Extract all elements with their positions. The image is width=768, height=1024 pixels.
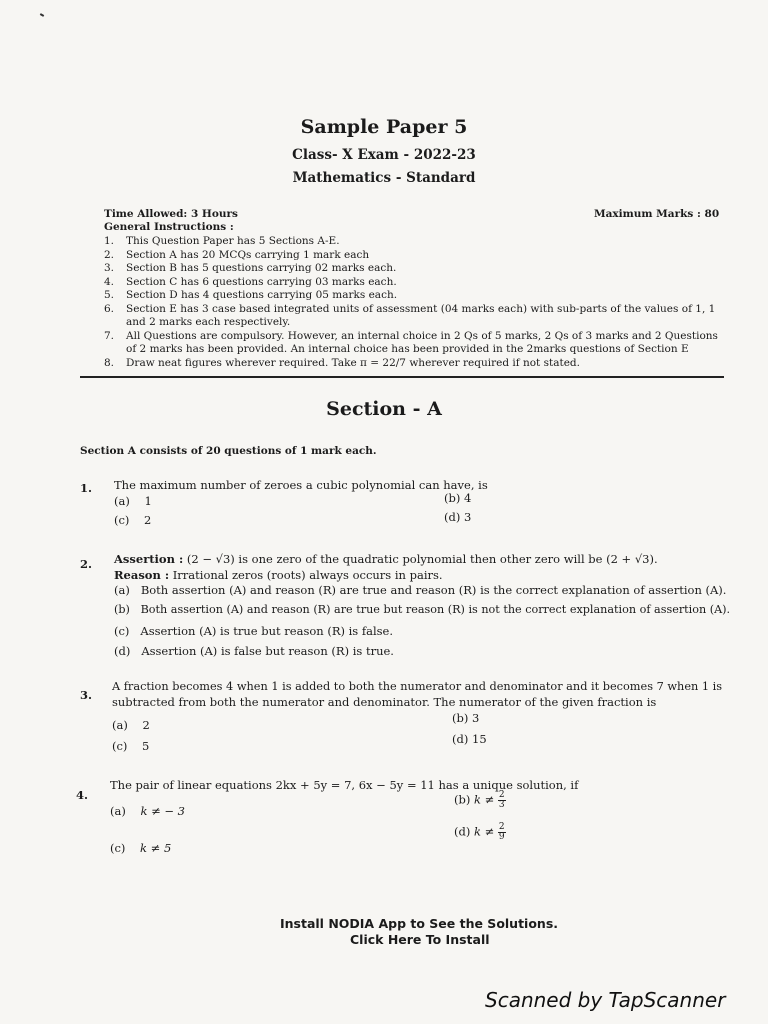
question-number: 1. (80, 481, 93, 495)
question-number: 4. (76, 788, 89, 802)
option-b: (b) Both assertion (A) and reason (R) are true but reason (R) is not the correct explanation of assertion (A). (114, 603, 731, 616)
time-allowed: Time Allowed: 3 Hours (104, 208, 238, 220)
option-c: (c) Assertion (A) is true but reason (R) is false. (114, 624, 394, 638)
option-d: (d) Assertion (A) is false but reason (R) is true. (114, 644, 394, 658)
general-instructions-heading: General Instructions : (104, 221, 234, 233)
question-number: 3. (80, 688, 93, 702)
question-text: The pair of linear equations 2kx + 5y = 7, 6x − 5y = 11 has a unique solution, if (110, 778, 579, 792)
option-a: (a) 2 (112, 718, 150, 732)
instruction-continuation: and 2 marks each respectively. (126, 316, 291, 328)
option-d: (d) 15 (452, 732, 487, 746)
fraction: $\frac{2}{3}$ (498, 790, 505, 810)
question-text: The maximum number of zeroes a cubic polynomial can have, is (114, 478, 488, 492)
option-a: (a) k ≠ − 3 (110, 804, 185, 818)
question-number: 2. (80, 557, 93, 571)
scan-mark (40, 13, 44, 17)
scanner-watermark: Scanned by TapScanner (485, 988, 726, 1012)
question-text: A fraction becomes 4 when 1 is added to both the numerator and denominator and it becomes 7 when 1 is (112, 680, 723, 693)
paper-title: Sample Paper 5 (300, 116, 468, 138)
subject-line: Mathematics - Standard (292, 170, 476, 186)
reason-line: Reason : Irrational zeros (roots) always occurs in pairs. (114, 568, 443, 582)
section-subtitle: Section A consists of 20 questions of 1 mark each. (80, 445, 377, 457)
option-b: (b) 3 (452, 711, 480, 725)
instructions-list: 1. This Question Paper has 5 Sections A-E. 2. Section A has 20 MCQs carrying 1 mark each 3. Section B has 5 questions carrying 02 marks each. 4. Section C has 6 questions carrying 03 marks each. 5. Section D has 4 questions carrying 05 marks each. 6. Section E has 3 case based integrated units of assessment (04 marks each) with sub-parts of the values of 1, 1 and 2 marks each respectively. 7. All Questions are compulsory. However, an internal choice in 2 Qs of 5 marks, 2 Qs of 3 marks and 2 Questions of 2 marks has been provided. An internal choice has been provided in the 2marks questions of Section E 8. Draw neat figures wherever required. Take π = 22/7 wherever required if not stated. (104, 235, 718, 369)
option-d: (d) 3 (444, 510, 472, 524)
option-c: (c) 5 (112, 739, 150, 753)
install-app-link[interactable]: Install NODIA App to See the Solutions. (280, 916, 559, 931)
option-b: (b) k ≠ $\frac{2}{3}$ (454, 790, 505, 810)
option-c: (c) k ≠ 5 (110, 841, 172, 855)
max-marks: Maximum Marks : 80 (594, 208, 720, 220)
click-to-install-link[interactable]: Click Here To Install (350, 932, 490, 947)
question-text-continued: subtracted from both the numerator and denominator. The numerator of the given fraction is (112, 695, 657, 709)
option-a: (a) 1 (114, 494, 152, 508)
option-c: (c) 2 (114, 513, 152, 527)
section-title: Section - A (326, 398, 442, 420)
class-line: Class- X Exam - 2022-23 (292, 147, 476, 163)
instruction-continuation: of 2 marks has been provided. An internal choice has been provided in the 2marks questions of Section E (126, 343, 689, 355)
option-b: (b) 4 (444, 491, 472, 505)
header-divider (80, 376, 724, 378)
option-a: (a) Both assertion (A) and reason (R) are true and reason (R) is the correct explanation of assertion (A). (114, 583, 727, 597)
option-d: (d) k ≠ $\frac{2}{9}$ (454, 822, 505, 842)
assertion-line: Assertion : (2 − √3) is one zero of the quadratic polynomial then other zero will be (2 + √3). (114, 552, 658, 566)
fraction: $\frac{2}{9}$ (498, 822, 505, 842)
